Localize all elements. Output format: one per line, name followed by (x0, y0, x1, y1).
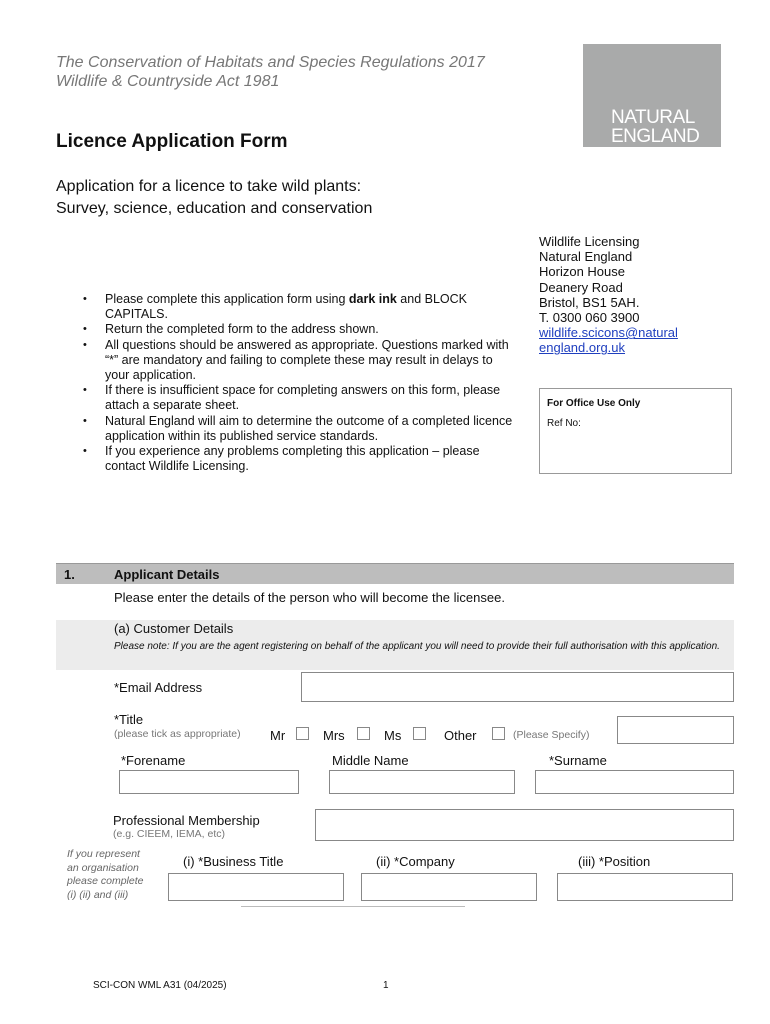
forename-label: *Forename (121, 753, 186, 768)
legislation-line-1: The Conservation of Habitats and Species Regulations 2017 (56, 54, 485, 71)
organisation-note-line: (i) (ii) and (iii) (67, 888, 129, 901)
title-option-other-label: Other (444, 728, 477, 743)
licensing-address (539, 234, 678, 356)
page-number: 1 (383, 980, 389, 991)
surname-input[interactable] (535, 770, 734, 794)
section-1-header (56, 563, 734, 584)
subtitle-line-1: Application for a licence to take wild plants: (56, 178, 362, 195)
instruction-text: and BLOCK CAPITALS. (105, 292, 468, 322)
instruction-item: • If you experience any problems completing this application – please contact Wildlife Licensing. (74, 444, 514, 474)
address-line: Natural England (539, 249, 633, 265)
subtitle-line-2: Survey, science, education and conservation (56, 200, 373, 217)
logo-text-natural: NATURAL (611, 107, 695, 128)
title-ms-checkbox[interactable] (413, 727, 426, 740)
form-subtitle (56, 176, 372, 220)
address-line: Deanery Road (539, 279, 623, 295)
address-line: Wildlife Licensing (539, 234, 640, 249)
agent-note: Please note: If you are the agent registering on behalf of the applicant you will need to provide their full authorisation with this application. (114, 641, 720, 652)
middle-name-input[interactable] (329, 770, 515, 794)
instruction-item: • Return the completed form to the address shown. (74, 322, 514, 337)
organisation-note-line: If you represent (67, 848, 140, 860)
title-option-mr-label: Mr (270, 728, 286, 743)
form-code: SCI-CON WML A31 (04/2025) (93, 980, 227, 991)
company-label: (ii) *Company (376, 854, 455, 869)
title-mr-checkbox[interactable] (296, 727, 309, 740)
email-input[interactable] (301, 672, 734, 702)
instruction-item (74, 292, 514, 322)
instructions-list (74, 292, 514, 474)
email-link[interactable] (539, 325, 678, 355)
title-label: *Title (114, 712, 144, 727)
title-other-input[interactable] (617, 716, 734, 744)
organisation-note-line: please complete (67, 875, 144, 887)
surname-label: *Surname (549, 753, 607, 768)
form-title: Licence Application Form (56, 131, 288, 152)
membership-input[interactable] (315, 809, 734, 841)
email-label: *Email Address (114, 680, 203, 695)
section-intro: Please enter the details of the person who will become the licensee. (114, 590, 505, 605)
company-input[interactable] (361, 873, 537, 901)
position-input[interactable] (557, 873, 733, 901)
instruction-item: • Natural England will aim to determine the outcome of a completed licence application within its published service standards. (74, 414, 514, 444)
office-use-box (539, 388, 732, 474)
business-title-input[interactable] (168, 873, 344, 901)
logo-text-england: ENGLAND (611, 126, 700, 147)
title-option-ms-label: Ms (384, 728, 402, 743)
title-other-checkbox[interactable] (492, 727, 505, 740)
section-title: Applicant Details (114, 567, 220, 582)
instruction-item: • All questions should be answered as appropriate. Questions marked with “*” are mandatory and failing to complete these may result in delays to your application. (74, 338, 514, 384)
legislation-line-2: Wildlife & Countryside Act 1981 (56, 73, 280, 90)
instruction-item: • If there is insufficient space for completing answers on this form, please attach a separate sheet. (74, 383, 514, 413)
title-mrs-checkbox[interactable] (357, 727, 370, 740)
title-option-mrs-label: Mrs (323, 728, 345, 743)
section-number: 1. (64, 567, 75, 582)
membership-hint: (e.g. CIEEM, IEMA, etc) (113, 828, 226, 840)
legislation-heading (56, 53, 485, 91)
instruction-emphasis: dark ink (348, 292, 397, 306)
membership-label: Professional Membership (113, 813, 260, 828)
divider-line (241, 906, 465, 907)
middle-name-label: Middle Name (332, 753, 409, 768)
customer-details-title: (a) Customer Details (114, 621, 234, 636)
please-specify-hint: (Please Specify) (513, 729, 590, 741)
instruction-text: Please complete this application form using (105, 292, 349, 306)
title-hint: (please tick as appropriate) (114, 728, 241, 740)
organisation-note (67, 848, 167, 902)
address-phone: T. 0300 060 3900 (539, 310, 640, 326)
email-link-part-1: wildlife.scicons@natural (539, 325, 678, 341)
office-ref-label: Ref No: (547, 418, 581, 429)
organisation-note-line: an organisation (67, 861, 139, 874)
office-use-title: For Office Use Only (547, 398, 641, 409)
position-label: (iii) *Position (578, 854, 651, 869)
address-line: Bristol, BS1 5AH. (539, 294, 640, 310)
address-line: Horizon House (539, 264, 625, 280)
business-title-label: (i) *Business Title (183, 854, 284, 869)
natural-england-logo (583, 44, 721, 147)
forename-input[interactable] (119, 770, 299, 794)
email-link-part-2: england.org.uk (539, 340, 626, 356)
